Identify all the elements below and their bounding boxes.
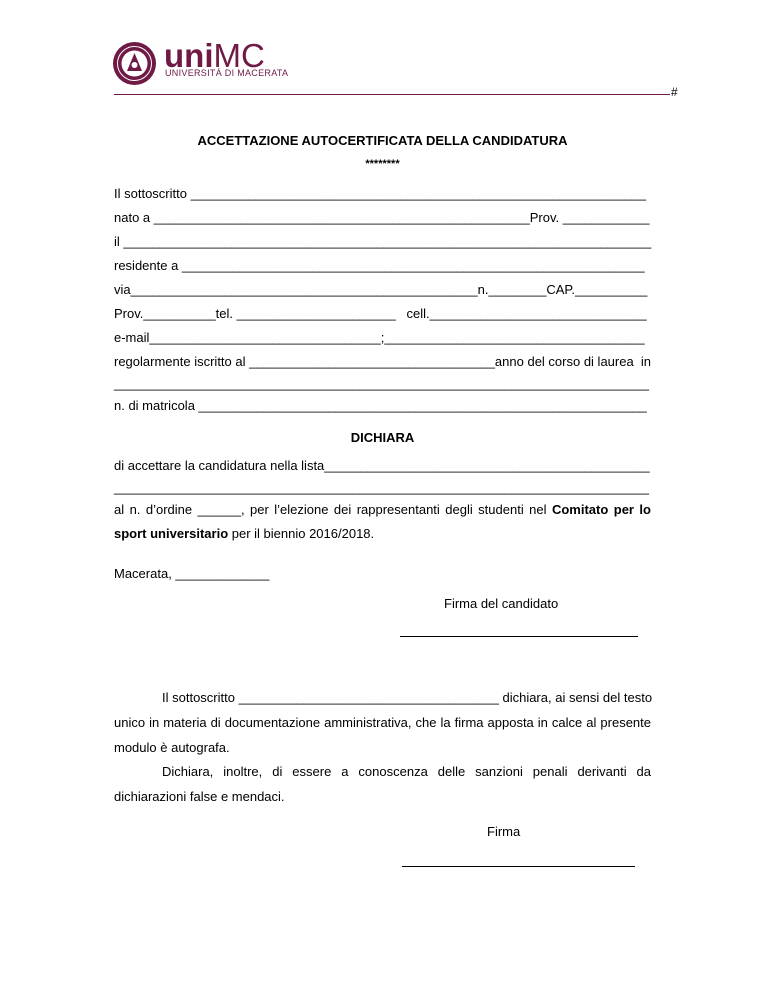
header-rule bbox=[114, 94, 670, 95]
dichiara-biennio-line: sport universitario per il biennio 2016/2018. bbox=[114, 526, 375, 541]
dichiara-ordine-line: al n. d’ordine ______, per l’elezione dei rappresentanti degli studenti nel Comitato per lo bbox=[114, 502, 651, 517]
field-iscritto[interactable]: regolarmente iscritto al __________________________________anno del corso di laurea in bbox=[114, 354, 652, 369]
field-nato[interactable]: nato a ____________________________________________________Prov. ____________ bbox=[114, 210, 650, 225]
dichiarazione-line-5: dichiarazioni false e mendaci. bbox=[114, 789, 285, 804]
firma-candidato-line[interactable] bbox=[400, 636, 638, 637]
field-matricola[interactable]: n. di matricola ______________________________________________________________ bbox=[114, 398, 647, 413]
logo-wordmark: uniMC bbox=[164, 37, 265, 74]
firma-line[interactable] bbox=[402, 866, 635, 867]
field-email[interactable]: e-mail________________________________;____________________________________ bbox=[114, 330, 645, 345]
dichiarazione-line-2: unico in materia di documentazione amministrativa, che la firma apposta in calce al presente bbox=[114, 715, 651, 730]
field-data-nascita[interactable]: il _________________________________________________________________________ bbox=[114, 234, 652, 249]
dichiarazione-line-4: Dichiara, inoltre, di essere a conoscenza delle sanzioni penali derivanti da bbox=[162, 764, 651, 779]
dichiarazione-line-3: modulo è autografa. bbox=[114, 740, 230, 755]
firma-label: Firma bbox=[487, 824, 521, 839]
field-lista-blank[interactable]: __________________________________________________________________________ bbox=[114, 480, 650, 495]
dichiara-heading: DICHIARA bbox=[350, 430, 415, 445]
field-luogo-data[interactable]: Macerata, _____________ bbox=[114, 566, 270, 581]
university-seal-logo bbox=[112, 41, 157, 86]
dichiarazione-line-1: Il sottoscritto ____________________________________ dichiara, ai sensi del testo bbox=[162, 690, 653, 705]
field-lista[interactable]: di accettare la candidatura nella lista_____________________________________________ bbox=[114, 458, 650, 473]
logo-subtitle: UNIVERSITÀ DI MACERATA bbox=[165, 68, 289, 78]
field-residente[interactable]: residente a ________________________________________________________________ bbox=[114, 258, 645, 273]
field-via[interactable]: via________________________________________________n.________CAP.__________ bbox=[114, 282, 648, 297]
header-hash: # bbox=[671, 85, 678, 99]
field-sottoscritto[interactable]: Il sottoscritto _______________________________________________________________ bbox=[114, 186, 647, 201]
title-stars: ******** bbox=[365, 158, 400, 170]
field-corso-blank[interactable]: __________________________________________________________________________ bbox=[114, 376, 650, 391]
firma-candidato-label: Firma del candidato bbox=[444, 596, 559, 611]
field-prov-tel-cell[interactable]: Prov.__________tel. ______________________ cell.______________________________ bbox=[114, 306, 647, 321]
document-title: ACCETTAZIONE AUTOCERTIFICATA DELLA CANDIDATURA bbox=[197, 133, 568, 148]
